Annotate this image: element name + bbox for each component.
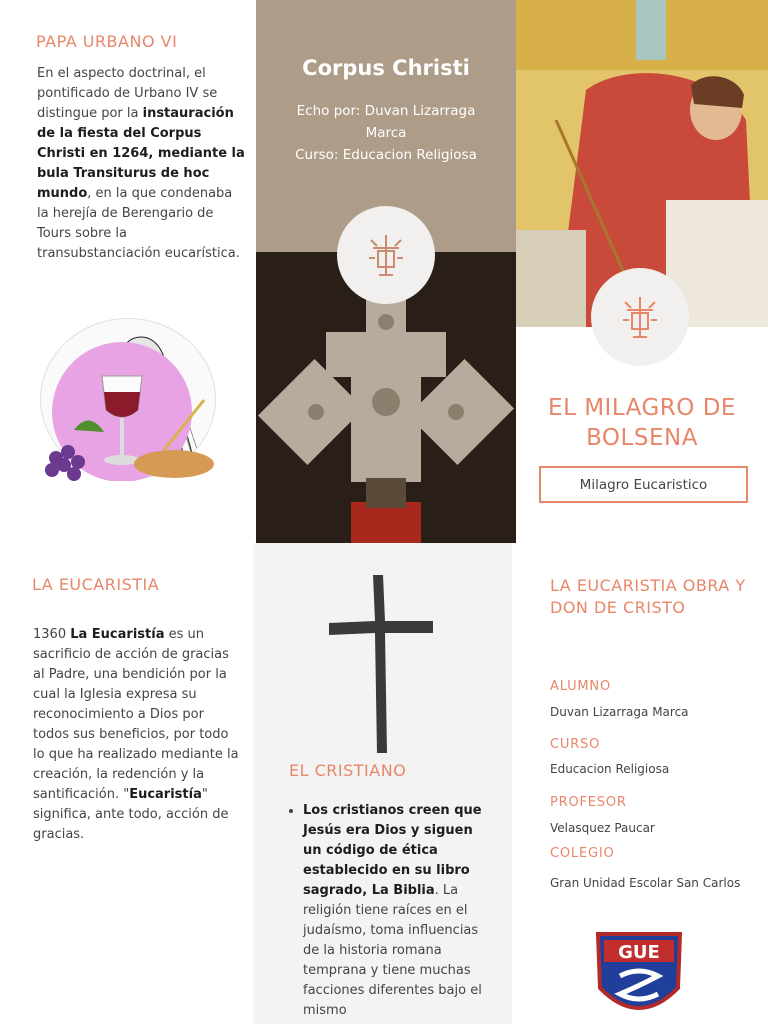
colegio-value: Gran Unidad Escolar San Carlos [550,876,741,890]
papa-urbano-heading: PAPA URBANO VI [36,32,178,51]
school-logo [590,928,688,1024]
milagro-heading: EL MILAGRO DE BOLSENA [548,395,736,451]
list-item: • Los cristianos creen que Jesús era Dios y siguen un código de ética establecido en su libro sagrado, La Biblia. La religión tiene raíces en el judaísmo, toma influencias de la historia romana temprana y tiene muchas facciones diferentes bajo el mismo [303,801,489,1021]
logo-text: GUE [618,942,660,963]
curso-label: CURSO [550,737,601,752]
colegio-label: COLEGIO [550,846,615,861]
obra-heading: LA EUCARISTIA OBRA Y DON DE CRISTO [550,576,746,617]
course-line: Curso: Educacion Religiosa [295,147,477,163]
panel-eucaristia [0,543,253,1024]
eucaristia-text: 1360 La Eucaristía es un sacrificio de acción de gracias al Padre, una bendición por la cual la Iglesia expresa su reconocimiento a Dios por todos sus beneficios, por todo lo que ha realizado mediante la creación, la redención y la santificación. "Eucaristía" significa, ante todo, acción de gracias. [33,627,239,842]
bold-text: Los cristianos creen que Jesús era Dios y siguen un código de ética establecido en su libro sagrado, La Biblia [303,803,482,898]
wine-bread-illustration [34,340,220,481]
milagro-eucaristico-box: Milagro Eucaristico [539,466,748,503]
monstrance-icon [591,268,689,366]
bold-text: Eucaristía [129,787,202,802]
monstrance-icon [337,206,435,304]
bold-text: instauración de la fiesta del Corpus Christi en 1264, mediante la bula Transiturus de hoc mundo [37,106,245,201]
el-cristiano-heading: EL CRISTIANO [289,761,407,780]
profesor-value: Velasquez Paucar [550,821,655,835]
page-title: Corpus Christi [302,56,470,80]
papa-urbano-text: En el aspecto doctrinal, el pontificado de Urbano IV se distingue por la instauración de la fiesta del Corpus Christi en 1264, mediante la bula Transiturus de hoc mundo, en la que condenaba la herejía de Berengario de Tours sobre la transubstanciación eucarística. [37,66,245,261]
cristiano-list [289,801,489,1021]
author-line: Echo por: Duvan Lizarraga Marca [296,103,476,141]
panel-el-cristiano [253,543,512,1024]
alumno-label: ALUMNO [550,679,611,694]
eucaristia-heading: LA EUCARISTIA [32,575,160,594]
author-info [276,100,496,166]
curso-value: Educacion Religiosa [550,762,670,776]
bold-text: La Eucaristía [70,627,165,642]
cross-icon [325,573,437,755]
alumno-value: Duvan Lizarraga Marca [550,705,689,719]
profesor-label: PROFESOR [550,795,627,810]
